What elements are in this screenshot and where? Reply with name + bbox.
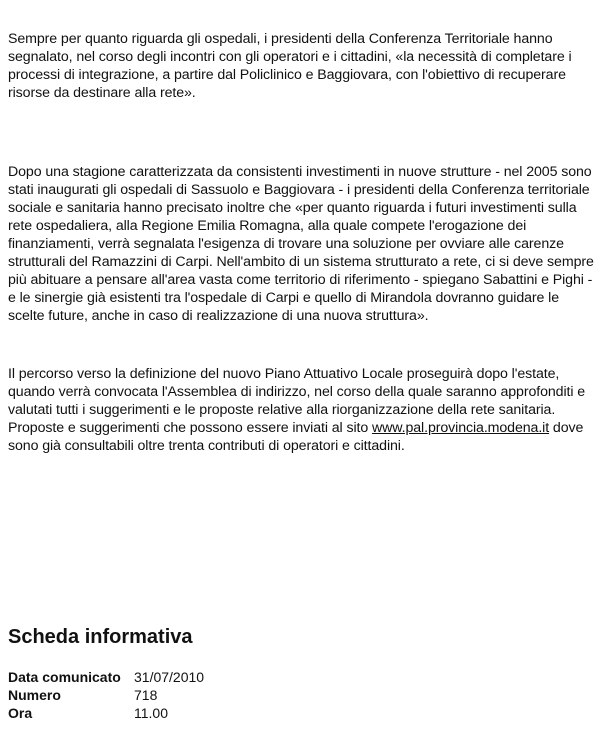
scheda-informativa-title: Scheda informativa: [8, 626, 193, 648]
info-label-data-comunicato: Data comunicato: [8, 669, 121, 685]
scheda-info-table: [8, 668, 204, 722]
paragraph-pal-text-after: dove sono già consultabili oltre trenta contributi di operatori e cittadini.: [8, 420, 584, 454]
paragraph-pal-text-before: Il percorso verso la definizione del nuovo Piano Attuativo Locale proseguirà dopo l'estate, quando verrà convocata l'Assemblea di indirizzo, nel corso della quale saranno approfonditi e valutati tutti i suggerimenti e le proposte relative alla riorganizzazione della rete sanitaria. Proposte e suggerimenti che possono essere inviati al sito: [8, 366, 586, 436]
info-value-data-comunicato: 31/07/2010: [134, 669, 205, 685]
paragraph-pal-path: [8, 365, 594, 455]
info-value-ora: 11.00: [134, 705, 168, 721]
info-row-data-comunicato: [8, 668, 204, 686]
pal-website-link[interactable]: www.pal.provincia.modena.it: [371, 420, 550, 436]
info-label-ora: Ora: [8, 705, 33, 721]
info-row-numero: [8, 686, 204, 704]
info-value-numero: 718: [134, 687, 158, 703]
paragraph-investments: Dopo una stagione caratterizzata da consistenti investimenti in nuove strutture - nel 2005 sono stati inaugurati gli ospedali di Sassuolo e Baggiovara - i presidenti della Conferenza territoriale sociale e sanitaria hanno precisato inoltre che «per quanto riguarda i futuri investimenti sulla rete ospedaliera, alla Regione Emilia Romagna, alla quale compete l'erogazione dei finanziamenti, verrà segnalata l'esigenza di trovare una soluzione per ovviare alle carenze strutturali del Ramazzini di Carpi. Nell'ambito di un sistema strutturato a rete, ci si deve sempre più abituare a pensare all'area vasta come territorio di riferimento - spiegano Sabattini e Pighi - e le sinergie già esistenti tra l'ospedale di Carpi e quello di Mirandola dovranno guidare le scelte future, anche in caso di realizzazione di una nuova struttura».: [8, 164, 594, 324]
info-label-numero: Numero: [8, 687, 61, 703]
paragraph-hospitals-integration: Sempre per quanto riguarda gli ospedali, i presidenti della Conferenza Territoriale hanno segnalato, nel corso degli incontri con gli operatori e i cittadini, «la necessità di completare i processi di integrazione, a partire dal Policlinico e Baggiovara, con l'obiettivo di recuperare risorse da destinare alla rete».: [8, 31, 572, 101]
info-row-ora: [8, 704, 204, 722]
